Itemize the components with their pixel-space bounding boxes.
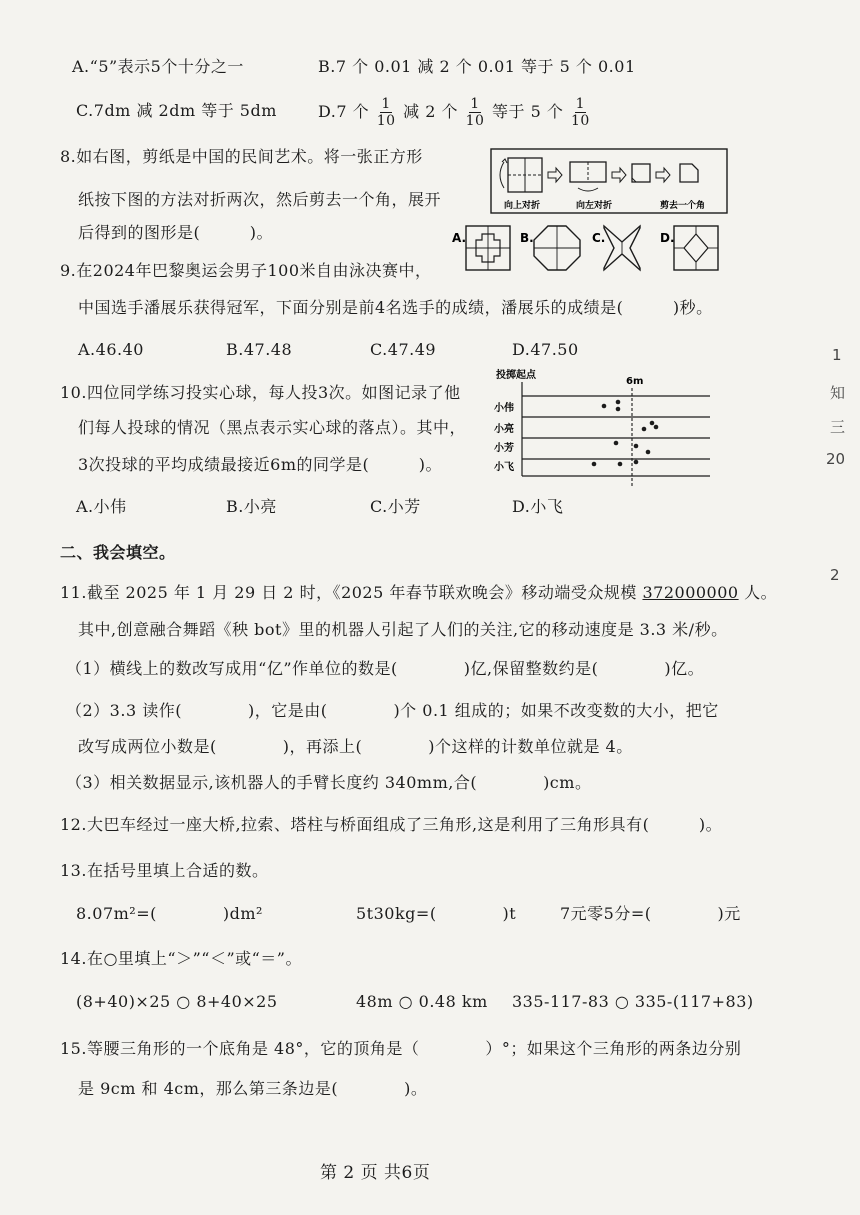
student-label-2: 小亮 [494, 424, 514, 435]
paper-fold-diagram [490, 148, 728, 214]
fraction: $\frac{1}{10}$ [465, 96, 485, 129]
choice-a-shape [466, 226, 510, 270]
q13-line: 13.在括号里填上合适的数。 [60, 861, 269, 880]
student-label-4: 小飞 [494, 462, 514, 473]
landing-dot [642, 427, 647, 432]
landing-dot [634, 444, 639, 449]
q11-sub3: （3）相关数据显示,该机器人的手臂长度约 340mm,合( )cm。 [66, 773, 592, 792]
q11-sub1: （1）横线上的数改写成用“亿”作单位的数是( )亿,保留整数约是( )亿。 [66, 659, 705, 678]
q9-line1: 9.在2024年巴黎奥运会男子100米自由泳决赛中， [60, 261, 432, 280]
q7-d-mid2: 等于 5 个 [492, 102, 564, 121]
q13-item-1: 8.07m²=( )dm² [76, 904, 263, 923]
landing-dot [616, 400, 621, 405]
q10-option-c: C.小芳 [370, 497, 421, 516]
section-title: 二、我会填空。 [60, 543, 176, 562]
margin-fragment: 2 [830, 566, 840, 584]
landing-dot [646, 450, 651, 455]
q10-option-b: B.小亮 [226, 497, 277, 516]
choice-a-label: A. [452, 231, 467, 245]
q11-line1 [60, 582, 777, 604]
margin-fragment: 1 [832, 346, 842, 364]
landing-dot [602, 404, 607, 409]
q7-option-c: C.7dm 减 2dm 等于 5dm [76, 101, 277, 120]
q9-option-a: A.46.40 [78, 340, 144, 359]
q9-option-c: C.47.49 [370, 340, 437, 359]
q10-line2: 们每人投球的情况（黑点表示实心球的落点）。其中， [78, 418, 467, 437]
landing-dot [616, 407, 621, 412]
q9-line2: 中国选手潘展乐获得冠军，下面分别是前4名选手的成绩，潘展乐的成绩是( )秒。 [78, 298, 713, 317]
q10-line3: 3次投球的平均成绩最接近6m的同学是( )。 [78, 455, 443, 474]
choice-d-label: D. [660, 231, 675, 245]
q11-audience-number: 372000000 [642, 583, 739, 602]
start-point-label: 投掷起点 [496, 370, 536, 381]
page-number: 第 2 页 共6页 [320, 1163, 431, 1183]
q14-item-2: 48m ○ 0.48 km [356, 992, 488, 1011]
cut-shape-choices [452, 222, 728, 274]
q11-text: 11.截至 2025 年 1 月 29 日 2 时，《2025 年春节联欢晚会》移动端受众规模 [60, 583, 643, 602]
q10-option-d: D.小飞 [512, 497, 564, 516]
landing-dot [634, 460, 639, 465]
fraction: $\frac{1}{10}$ [570, 96, 590, 129]
landing-dot [650, 421, 655, 426]
q11-sub2b: 改写成两位小数是( )，再添上( )个这样的计数单位就是 4。 [78, 737, 633, 756]
six-meter-label: 6m [626, 376, 644, 387]
landing-dot [614, 441, 619, 446]
shot-put-diagram [490, 366, 712, 492]
fold-label-3: 剪去一个角 [660, 201, 706, 211]
q12-line: 12.大巴车经过一座大桥,拉索、塔柱与桥面组成了三角形,这是利用了三角形具有( )。 [60, 815, 723, 834]
choice-b-label: B. [520, 231, 534, 245]
choice-b-shape [534, 226, 580, 270]
q9-option-b: B.47.48 [226, 340, 293, 359]
fold-label-2: 向左对折 [576, 201, 613, 211]
q15-line2: 是 9cm 和 4cm，那么第三条边是( )。 [78, 1079, 428, 1098]
margin-fragment: 三 [830, 418, 846, 436]
landing-dot [592, 462, 597, 467]
landing-dot [618, 462, 623, 467]
q8-line3: 后得到的图形是( )。 [78, 223, 273, 242]
choice-c-label: C. [592, 231, 606, 245]
q11-text-end: 人。 [738, 583, 778, 602]
q10-line1: 10.四位同学练习投实心球，每人投3次。如图记录了他 [60, 383, 461, 402]
q7-option-d [318, 92, 592, 132]
margin-fragment: 知 [830, 384, 846, 402]
q13-item-2: 5t30kg=( )t [356, 904, 517, 923]
q11-line2: 其中,创意融合舞蹈《秧 bot》里的机器人引起了人们的关注,它的移动速度是 3.3 米/秒。 [78, 620, 728, 639]
student-label-1: 小伟 [494, 403, 514, 414]
q8-line1: 8.如右图，剪纸是中国的民间艺术。将一张正方形 [60, 147, 423, 166]
q7-d-mid1: 减 2 个 [403, 102, 458, 121]
q7-d-pre: D.7 个 [318, 102, 370, 121]
q9-option-d: D.47.50 [512, 340, 579, 359]
q7-option-a: A.“5”表示5个十分之一 [72, 57, 244, 76]
q8-line2: 纸按下图的方法对折两次，然后剪去一个角，展开 [78, 190, 442, 209]
choice-d-shape [674, 226, 718, 270]
fold-label-1: 向上对折 [504, 201, 541, 211]
q10-option-a: A.小伟 [76, 497, 127, 516]
q13-item-3: 7元零5分=( )元 [560, 904, 741, 923]
margin-fragment: 20 [826, 450, 846, 468]
landing-dot [654, 425, 659, 430]
choice-c-shape [604, 226, 640, 270]
q14-item-3: 335-117-83 ○ 335-(117+83) [512, 992, 754, 1011]
q14-line: 14.在○里填上“＞”“＜”或“＝”。 [60, 949, 302, 968]
q14-item-1: (8+40)×25 ○ 8+40×25 [76, 992, 278, 1011]
q15-line1: 15.等腰三角形的一个底角是 48°，它的顶角是（ ）°；如果这个三角形的两条边分别 [60, 1039, 742, 1058]
fraction: $\frac{1}{10}$ [376, 96, 396, 129]
q7-option-b: B.7 个 0.01 减 2 个 0.01 等于 5 个 0.01 [318, 57, 636, 76]
q11-sub2a: （2）3.3 读作( )，它是由( )个 0.1 组成的；如果不改变数的大小，把它 [66, 701, 719, 720]
student-label-3: 小芳 [494, 443, 514, 454]
